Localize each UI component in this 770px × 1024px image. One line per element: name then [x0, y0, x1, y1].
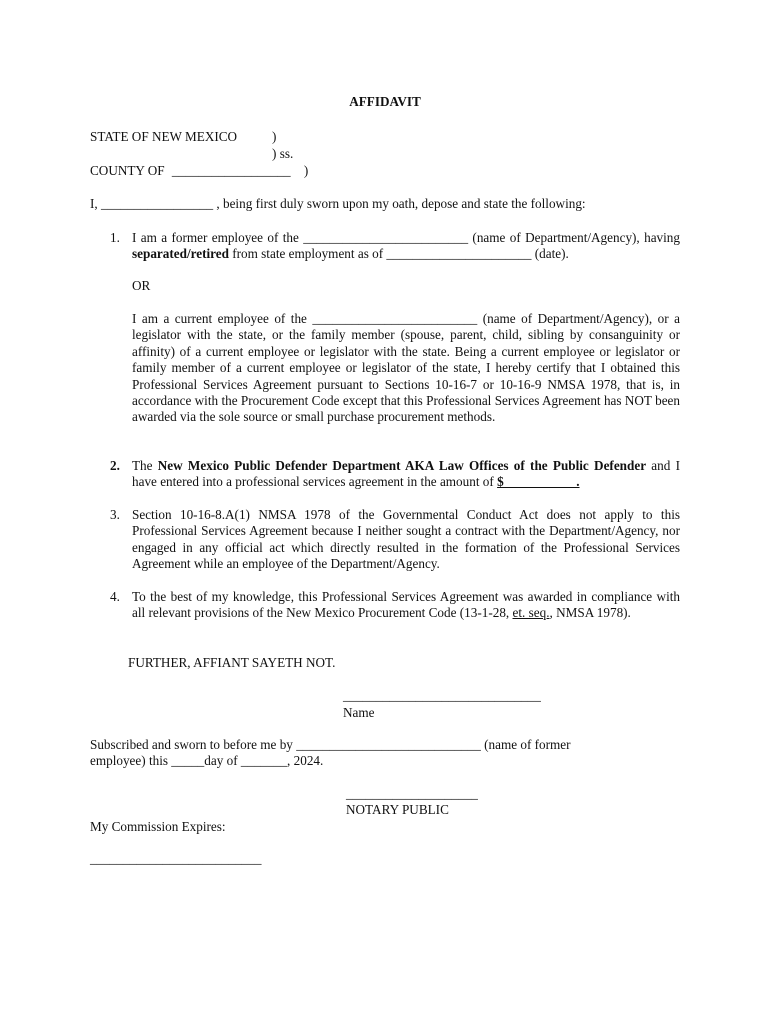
- commission-expires: My Commission Expires:: [90, 819, 226, 834]
- venue-county-label: COUNTY OF: [90, 163, 165, 178]
- venue-ss: ) ss.: [272, 146, 294, 161]
- item-1-date-blank: ______________________: [386, 246, 532, 262]
- item-1-current-text-b: (name of Department/Agency), or a legislator with the state, or the family member (spouse, parent, child, sibling by consanguinity or affinity) of a current employee or legislator with the state. Being a current employee or legislator or family member of a current employee or legislator of the state, I hereby certify that I obtained this Professional Services Agreement pursuant to Sections 10-16-7 or 10-16-9 NMSA 1978, that is, in accordance with the Procurement Code except that this Professional Services Agreement has NOT been awarded via the sole source or small purchase procurement methods.: [132, 311, 680, 425]
- venue-paren-1: ): [272, 129, 277, 144]
- venue-paren-3: ): [303, 163, 309, 178]
- item-1-dept-blank: _________________________: [303, 230, 469, 245]
- commission-date-line: __________________________: [90, 851, 262, 866]
- notary-signature-line: ____________________: [346, 786, 478, 801]
- further-affiant: FURTHER, AFFIANT SAYETH NOT.: [128, 655, 336, 670]
- intro-text: , being first duly sworn upon my oath, depose and state the following:: [216, 196, 586, 211]
- item-1-current-dept-blank: _________________________: [312, 311, 478, 326]
- intro-i: I,: [90, 196, 98, 211]
- item-2-text-a: The: [132, 458, 158, 473]
- intro-line: [90, 196, 586, 212]
- item-2-agency-name: New Mexico Public Defender Department AKA Law Offices of the Public Defender: [157, 458, 647, 473]
- item-2-amount-blank: $___________.: [497, 474, 580, 490]
- subscribed-line-1: Subscribed and sworn to before me by ____________________________ (name of former: [90, 737, 571, 752]
- venue-state: STATE OF NEW MEXICO: [90, 129, 238, 144]
- item-1-current-text-a: I am a current employee of the: [132, 311, 313, 326]
- item-4-text-a: To the best of my knowledge, this Professional Services Agreement was awarded in compliance with all relevant provisions of the New Mexico Procurement Code (13-1-28,: [132, 589, 680, 621]
- item-4-et-seq: et. seq.: [512, 605, 550, 621]
- item-3-text: Section 10-16-8.A(1) NMSA 1978 of the Governmental Conduct Act does not apply to this Professional Services Agreement because I neither sought a contract with the Department/Agency, nor engaged in any official act which directly resulted in the formation of the Professional Services Agreement while an employee of the Department/Agency.: [132, 507, 680, 572]
- document-title: AFFIDAVIT: [349, 94, 421, 109]
- item-1-former: [132, 230, 680, 263]
- venue-county-blank: __________________: [171, 163, 291, 178]
- subscribed-line-2: employee) this _____day of _______, 2024.: [90, 753, 324, 768]
- item-1-current: [132, 311, 680, 426]
- item-1-text-b: (name of Department/Agency), having: [468, 230, 680, 245]
- item-4-text-b: , NMSA 1978).: [549, 605, 631, 621]
- item-1-text-a: I am a former employee of the: [132, 230, 304, 245]
- item-4-text: [132, 589, 680, 622]
- item-1-text-d: (date).: [531, 246, 569, 262]
- name-label: Name: [343, 705, 375, 720]
- item-1-number: 1.: [110, 230, 120, 245]
- venue-county: [90, 163, 308, 179]
- notary-label: NOTARY PUBLIC: [346, 802, 449, 817]
- item-4-number: 4.: [110, 589, 120, 604]
- item-1-or: OR: [132, 278, 151, 293]
- item-3-number: 3.: [110, 507, 120, 522]
- item-2-text-b: and I have entered into a professional services agreement in the amount of: [132, 458, 680, 490]
- item-1-text-c: from state employment as of: [228, 246, 387, 262]
- item-2-number: 2.: [110, 458, 120, 473]
- intro-name-blank: _________________: [101, 196, 214, 211]
- item-1-separated-retired: separated/retired: [132, 246, 229, 262]
- item-2-text: [132, 458, 680, 491]
- name-signature-line: ______________________________: [343, 688, 541, 703]
